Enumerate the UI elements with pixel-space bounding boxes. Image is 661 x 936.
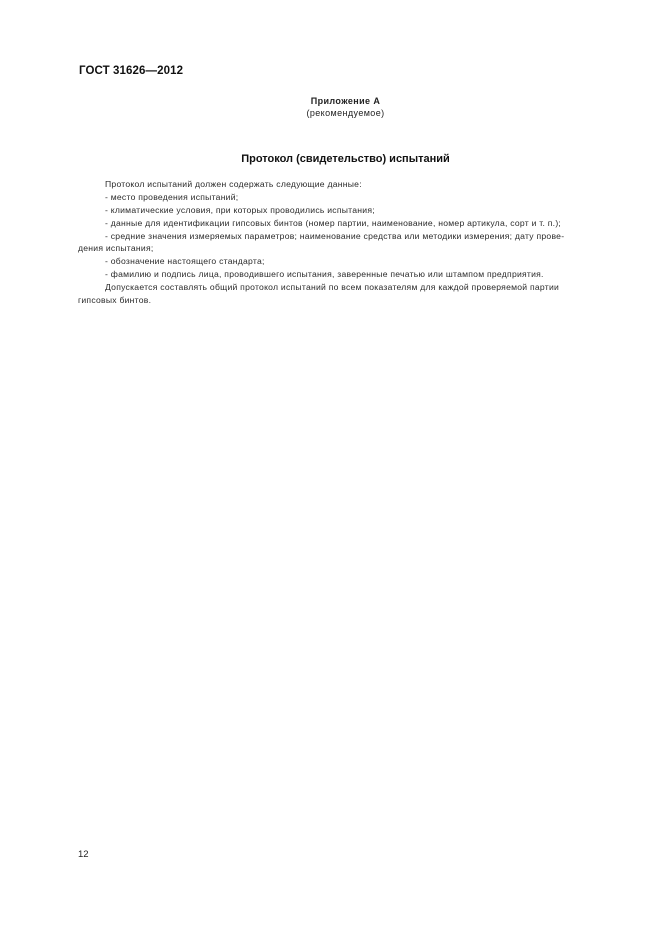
appendix-subtitle: (рекомендуемое) xyxy=(306,108,385,118)
page-number: 12 xyxy=(78,849,89,860)
list-item: - данные для идентификации гипсовых бинтов (номер партии, наименование, номер артикула, сорт и т. п.); xyxy=(105,217,562,228)
list-item-continuation: дения испытания; xyxy=(78,243,154,254)
list-item: - место проведения испытаний; xyxy=(105,191,239,202)
list-item: - обозначение настоящего стандарта; xyxy=(105,256,265,267)
closing-paragraph: Допускается составлять общий протокол испытаний по всем показателям для каждой проверяемой партии xyxy=(105,282,560,293)
list-item: - средние значения измеряемых параметров; наименование средства или методики измерения; дату прове- xyxy=(105,230,565,241)
list-item: - фамилию и подпись лица, проводившего испытания, заверенные печатью или штампом предприятия. xyxy=(105,269,544,280)
standard-header: ГОСТ 31626—2012 xyxy=(79,65,184,77)
closing-paragraph-continuation: гипсовых бинтов. xyxy=(78,295,152,306)
intro-paragraph: Протокол испытаний должен содержать следующие данные: xyxy=(105,179,362,189)
appendix-title: Приложение А xyxy=(310,96,381,106)
body-text xyxy=(78,178,615,307)
list-item: - климатические условия, при которых проводились испытания; xyxy=(105,204,375,215)
section-title: Протокол (свидетельство) испытаний xyxy=(241,153,450,165)
